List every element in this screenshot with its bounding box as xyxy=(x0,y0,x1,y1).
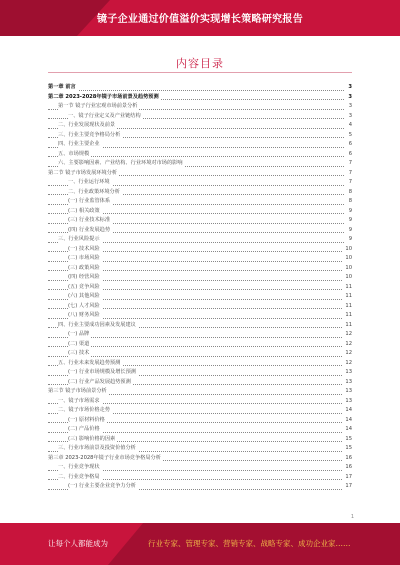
toc-entry[interactable] xyxy=(48,397,352,407)
toc-entry[interactable] xyxy=(48,112,352,122)
toc-entry-page: 9 xyxy=(347,207,352,217)
toc-entry[interactable] xyxy=(48,197,352,207)
toc-entry[interactable] xyxy=(48,330,352,340)
toc-entry-page: 13 xyxy=(343,397,352,407)
toc-entry-page: 10 xyxy=(343,264,352,274)
toc-entry-title: (二) 渠道 xyxy=(68,340,91,350)
toc-entry-page: 7 xyxy=(347,178,352,188)
toc-entry-title: 五、行业未来发展趋势预测 xyxy=(58,359,122,369)
toc-entry-title: 第一章 前言 xyxy=(48,83,78,93)
toc-entry[interactable] xyxy=(48,235,352,245)
page-number: 1 xyxy=(350,514,354,520)
toc-entry-page: 11 xyxy=(343,302,352,312)
toc-entry[interactable] xyxy=(48,321,352,331)
toc-entry[interactable] xyxy=(48,131,352,141)
toc-leader-dots xyxy=(48,346,344,347)
toc-entry-title: 二、镜子市场价格走势 xyxy=(58,406,112,416)
toc-entry-title: 一、镜子市场需求 xyxy=(58,397,102,407)
toc-entry-page: 17 xyxy=(343,473,352,483)
toc-entry[interactable] xyxy=(48,254,352,264)
toc-entry[interactable] xyxy=(48,207,352,217)
toc-entry-page: 12 xyxy=(343,349,352,359)
toc-entry-page: 13 xyxy=(343,368,352,378)
toc-entry-title: 第三章 2023-2028年镜子行业市场竞争格局分析 xyxy=(48,454,163,464)
toc-entry[interactable] xyxy=(48,454,352,464)
toc-entry-title: (三) 行业技术标准 xyxy=(68,216,112,226)
toc-entry-page: 7 xyxy=(347,159,352,169)
toc-entry[interactable] xyxy=(48,387,352,397)
toc-entry-title: 二、行业发展现状及前景 xyxy=(58,121,117,131)
toc-leader-dots xyxy=(48,156,344,157)
toc-entry-title: 一、行业运行环境 xyxy=(68,178,112,188)
toc-entry[interactable] xyxy=(48,463,352,473)
toc-entry-title: (一) 行业监管体系 xyxy=(68,197,112,207)
toc-entry-page: 11 xyxy=(343,321,352,331)
toc-entry-page: 10 xyxy=(343,273,352,283)
toc-entry[interactable] xyxy=(48,311,352,321)
toc-entry-title: (八) 财务风险 xyxy=(68,311,102,321)
toc-entry-page: 8 xyxy=(347,197,352,207)
toc-entry-page: 7 xyxy=(347,169,352,179)
toc-entry-title: (一) 品牌 xyxy=(68,330,91,340)
footer-slogan-left: 让每个人都能成为 xyxy=(48,539,108,548)
toc-entry-page: 11 xyxy=(343,311,352,321)
toc-entry-title: 第一节 镜子行业宏观市场前景分析 xyxy=(58,102,139,112)
toc-entry-title: (一) 技术风险 xyxy=(68,245,102,255)
toc-entry-title: 一、行业竞争现状 xyxy=(58,463,102,473)
toc-entry-title: (五) 竞争风险 xyxy=(68,283,102,293)
toc-entry-page: 15 xyxy=(343,444,352,454)
toc-entry[interactable] xyxy=(48,226,352,236)
toc-entry-title: 三、行业主要竞争格局分析 xyxy=(58,131,122,141)
toc-entry-title: (四) 行业发展趋势 xyxy=(68,226,112,236)
toc-entry-title: (六) 其他风险 xyxy=(68,292,102,302)
toc-entry-page: 3 xyxy=(347,112,352,122)
toc-entry[interactable] xyxy=(48,178,352,188)
toc-entry-page: 10 xyxy=(343,245,352,255)
toc-leader-dots xyxy=(48,337,344,338)
toc-leader-dots xyxy=(48,90,344,91)
toc-entry[interactable] xyxy=(48,435,352,445)
toc-entry-page: 3 xyxy=(346,93,352,103)
toc-entry[interactable] xyxy=(48,273,352,283)
toc-entry-title: 一、镜子行业定义及产业链结构 xyxy=(68,112,143,122)
toc-entry[interactable] xyxy=(48,150,352,160)
toc-entry-title: (三) 影响价格的因素 xyxy=(68,435,117,445)
toc-entry[interactable] xyxy=(48,216,352,226)
toc-entry-page: 3 xyxy=(347,102,352,112)
toc-entry-title: 六、主要影响因素、产业结构、行业环境对市场的影响 xyxy=(58,159,185,169)
toc-entry-page: 16 xyxy=(343,454,352,464)
toc-entry-title: 五、市场规模 xyxy=(58,150,91,160)
toc-entry-title: (三) 技术 xyxy=(68,349,91,359)
toc-entry-page: 17 xyxy=(343,482,352,492)
toc-entry-page: 6 xyxy=(347,140,352,150)
toc-entry-title: 二、行业政策环境分析 xyxy=(68,188,122,198)
toc-entry[interactable] xyxy=(48,93,352,103)
toc-title: 内容目录 xyxy=(176,57,224,70)
report-title: 镜子企业通过价值溢价实现增长策略研究报告 xyxy=(97,14,303,25)
toc-entry-page: 13 xyxy=(343,378,352,388)
toc-leader-dots xyxy=(48,356,344,357)
toc-entry-page: 14 xyxy=(343,416,352,426)
toc-entry[interactable] xyxy=(48,349,352,359)
toc-entry[interactable] xyxy=(48,245,352,255)
toc-entry-page: 13 xyxy=(343,387,352,397)
toc-entry[interactable] xyxy=(48,121,352,131)
toc-entry[interactable] xyxy=(48,169,352,179)
toc-entry-page: 9 xyxy=(347,235,352,245)
toc-entry-page: 12 xyxy=(343,340,352,350)
toc-entry-title: (一) 行业主要企业竞争力分析 xyxy=(68,482,138,492)
toc-entry-title: 第三节 镜子市场前景分析 xyxy=(48,387,109,397)
toc-entry[interactable] xyxy=(48,378,352,388)
toc-entry[interactable] xyxy=(48,368,352,378)
toc-entry-title: 三、行业市场前景及投资价值分析 xyxy=(58,444,138,454)
toc-entry-title: 三、行业风险提示 xyxy=(58,235,102,245)
toc-entry[interactable] xyxy=(48,482,352,492)
toc-entry-title: (二) 市场风险 xyxy=(68,254,102,264)
toc-entry[interactable] xyxy=(48,359,352,369)
toc-entry-title: (一) 行业市场规模及增长预测 xyxy=(68,368,138,378)
toc-entry[interactable] xyxy=(48,102,352,112)
toc-entry-page: 11 xyxy=(343,283,352,293)
toc-entry-title: (三) 政策风险 xyxy=(68,264,102,274)
toc-entry[interactable] xyxy=(48,406,352,416)
toc-entry[interactable] xyxy=(48,292,352,302)
toc-entry-title: 二、行业竞争格局 xyxy=(58,473,102,483)
toc-entry-title: (四) 经营风险 xyxy=(68,273,102,283)
toc-entry-title: (二) 相关政策 xyxy=(68,207,102,217)
toc-entry-page: 16 xyxy=(343,463,352,473)
toc-entry-page: 14 xyxy=(343,425,352,435)
toc-entry-title: 四、行业主要成功因素及发展建议 xyxy=(58,321,138,331)
toc-entry[interactable] xyxy=(48,159,352,169)
toc-divider xyxy=(48,72,352,73)
toc-entry-page: 12 xyxy=(343,359,352,369)
toc-entry[interactable] xyxy=(48,283,352,293)
toc-entry[interactable] xyxy=(48,83,352,93)
toc-entry-title: 第二章 2023-2028年镜子市场前景及趋势预测 xyxy=(48,93,161,103)
toc-entry[interactable] xyxy=(48,264,352,274)
footer-slogan-right: 行业专家、管理专家、营销专家、战略专家、成功企业家…… xyxy=(148,539,351,548)
toc-entry-title: (二) 产品价格 xyxy=(68,425,102,435)
table-of-contents xyxy=(48,83,352,492)
toc-entry-page: 8 xyxy=(347,188,352,198)
toc-entry-title: 四、行业主要企业 xyxy=(58,140,102,150)
toc-entry-page: 15 xyxy=(343,435,352,445)
toc-entry-title: (二) 行业产品发展趋势预测 xyxy=(68,378,133,388)
toc-entry[interactable] xyxy=(48,425,352,435)
toc-entry-page: 10 xyxy=(343,254,352,264)
toc-entry[interactable] xyxy=(48,473,352,483)
toc-entry-title: (一) 原材料价格 xyxy=(68,416,107,426)
toc-entry[interactable] xyxy=(48,340,352,350)
toc-entry-title: 第二节 镜子市场发展环境分析 xyxy=(48,169,119,179)
toc-entry[interactable] xyxy=(48,302,352,312)
toc-entry[interactable] xyxy=(48,188,352,198)
toc-entry[interactable] xyxy=(48,140,352,150)
toc-entry-page: 9 xyxy=(347,216,352,226)
toc-entry-page: 3 xyxy=(346,83,352,93)
header-bar xyxy=(0,0,400,36)
toc-entry-page: 6 xyxy=(347,150,352,160)
toc-entry-page: 14 xyxy=(343,406,352,416)
toc-entry-page: 11 xyxy=(343,292,352,302)
toc-entry-page: 12 xyxy=(343,330,352,340)
toc-entry-page: 4 xyxy=(347,121,352,131)
toc-entry[interactable] xyxy=(48,444,352,454)
toc-entry[interactable] xyxy=(48,416,352,426)
toc-entry-title: (七) 人才风险 xyxy=(68,302,102,312)
toc-entry-page: 9 xyxy=(347,226,352,236)
toc-entry-page: 5 xyxy=(347,131,352,141)
